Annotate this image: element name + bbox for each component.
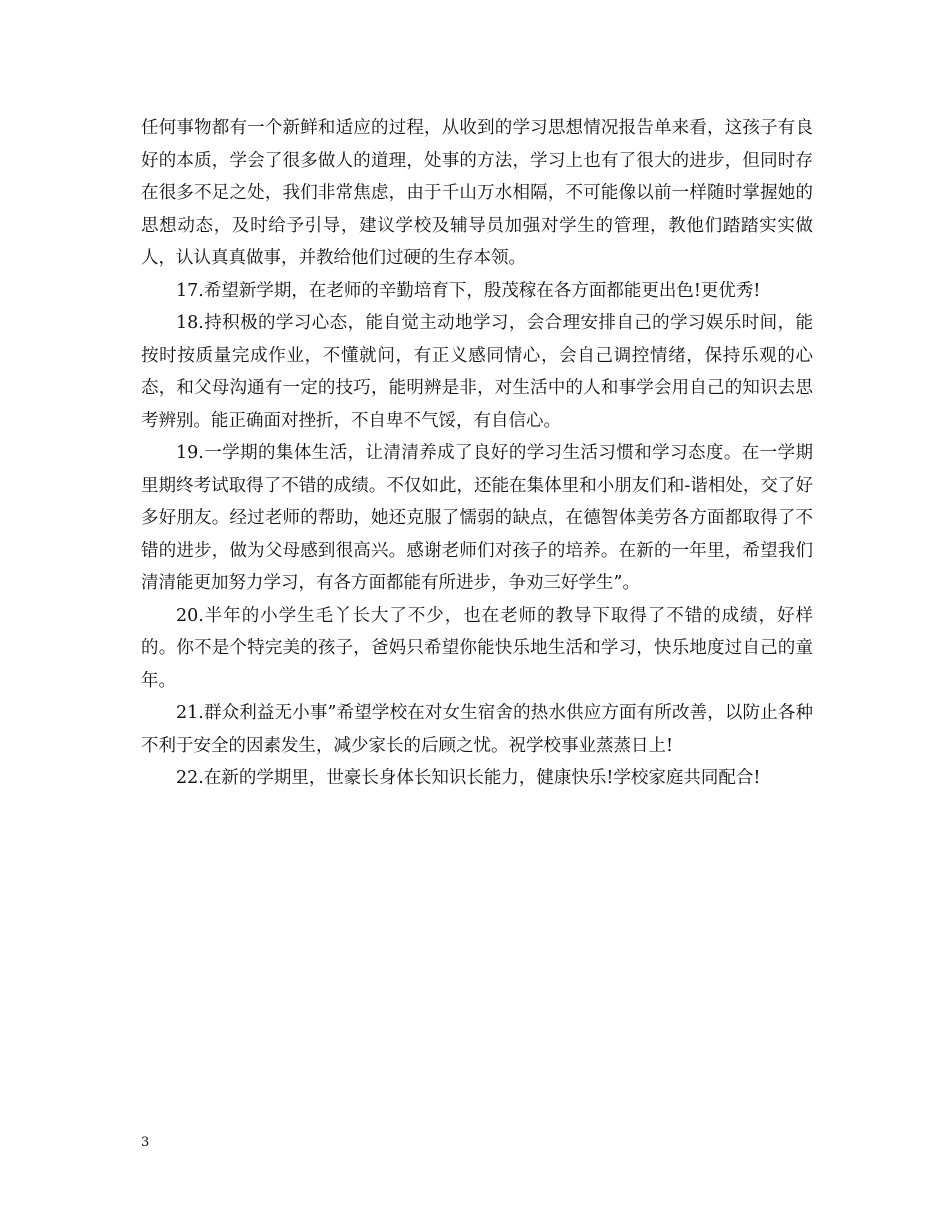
paragraph-18: 18.持积极的学习心态，能自觉主动地学习，会合理安排自己的学习娱乐时间，能按时按质量完成作业，不懂就问，有正义感同情心，会自己调控情绪，保持乐观的心态，和父母沟通有一定的技巧，能明辨是非，对生活中的人和事学会用自己的知识去思考辨别。能正确面对挫折，不自卑不气馁，有自信心。: [141, 313, 813, 431]
paragraph-20: 20.半年的小学生毛丫长大了不少，也在老师的教导下取得了不错的成绩，好样的。你不是个特完美的孩子，爸妈只希望你能快乐地生活和学习，快乐地度过自己的童年。: [141, 605, 813, 691]
paragraph-17: 17.希望新学期，在老师的辛勤培育下，殷茂稼在各方面都能更出色!更优秀!: [176, 280, 761, 301]
document-body: [141, 112, 813, 795]
paragraph-21: 21.群众利益无小事”希望学校在对女生宿舍的热水供应方面有所改善，以防止各种不利于安全的因素发生，减少家长的后顾之忧。祝学校事业蒸蒸日上!: [141, 703, 813, 756]
paragraph-intro: 任何事物都有一个新鲜和适应的过程，从收到的学习思想情况报告单来看，这孩子有良好的本质，学会了很多做人的道理，处事的方法，学习上也有了很大的进步，但同时存在很多不足之处，我们非常焦虑，由于千山万水相隔，不可能像以前一样随时掌握她的思想动态，及时给予引导，建议学校及辅导员加强对学生的管理，教他们踏踏实实做人，认认真真做事，并教给他们过硬的生存本领。: [141, 118, 813, 268]
paragraph-22: 22.在新的学期里，世豪长身体长知识长能力，健康快乐!学校家庭共同配合!: [176, 768, 761, 788]
paragraph-19: 19.一学期的集体生活，让清清养成了良好的学习生活习惯和学习态度。在一学期里期终考试取得了不错的成绩。不仅如此，还能在集体里和小朋友们和-谐相处，交了好多好朋友。经过老师的帮助，她还克服了懦弱的缺点，在德智体美劳各方面都取得了不错的进步，做为父母感到很高兴。感谢老师们对孩子的培养。在新的一年里，希望我们清清能更加努力学习，有各方面都能有所进步，争劝三好学生”。: [141, 443, 813, 593]
page-number: 3: [141, 1135, 150, 1150]
